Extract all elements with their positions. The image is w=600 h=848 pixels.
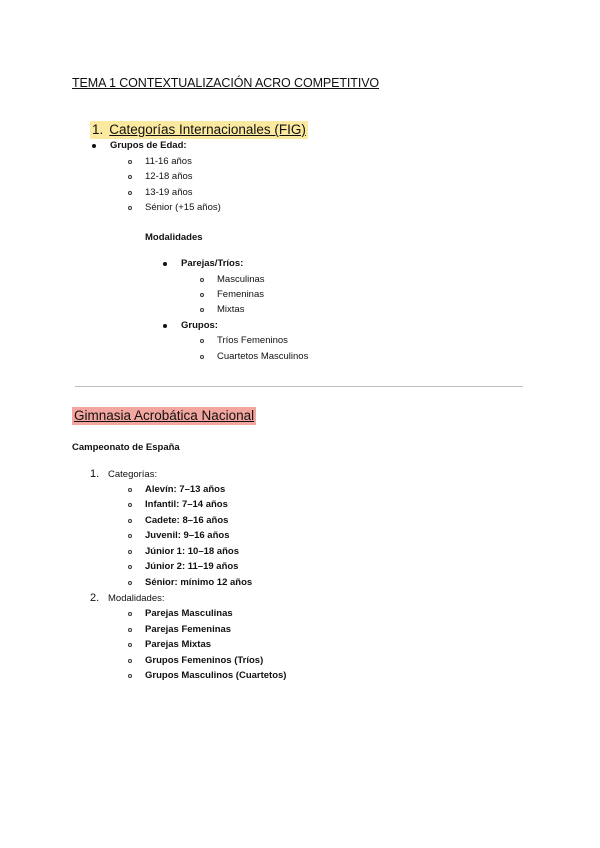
list-item [200,274,265,285]
list-item [200,289,264,300]
groups-item [163,320,218,331]
modality-text: Grupos Femeninos (Tríos) [145,655,264,666]
bullet-circle-icon [128,674,132,678]
section1-heading-text: Categorías Internacionales (FIG) [109,122,306,137]
bullet-circle-icon [128,581,132,585]
list-item [128,546,239,557]
modality-text: Parejas Femeninas [145,624,232,635]
list-item [128,171,193,182]
bullet-disc-icon [92,144,96,148]
modality-text: Grupos Masculinos (Cuartetos) [145,670,287,681]
categories-label: Categorías: [108,469,158,480]
bullet-circle-icon [128,565,132,569]
list-item [128,639,211,650]
group-type-text: Tríos Femeninos [217,335,288,346]
bullet-circle-icon [128,206,132,210]
section1-heading [90,121,308,139]
bullet-circle-icon [128,643,132,647]
categories-number: 1. [90,468,100,480]
bullet-disc-icon [163,324,167,328]
bullet-circle-icon [128,519,132,523]
category-text: Infantil: 7–14 años [145,499,228,510]
age-group-text: Sénior (+15 años) [145,202,221,213]
section2-subheading: Campeonato de España [72,442,180,453]
age-group-text: 11-16 años [145,156,192,167]
age-group-text: 13-19 años [145,187,193,198]
section1-number: 1. [92,122,104,137]
list-item [128,655,263,666]
list-item [128,624,231,635]
modalities-item [90,592,165,604]
age-group-text: 12-18 años [145,171,193,182]
bullet-circle-icon [200,278,204,282]
group-type-text: Cuartetos Masculinos [217,351,309,362]
list-item [128,608,233,619]
list-item [128,187,193,198]
pairs-label: Parejas/Tríos: [181,258,244,269]
document-title: TEMA 1 CONTEXTUALIZACIÓN ACRO COMPETITIVO [72,76,380,90]
list-item [128,484,225,495]
section2-heading: Gimnasia Acrobática Nacional [74,408,255,423]
bullet-circle-icon [128,612,132,616]
list-item [128,577,252,588]
list-item [128,202,221,213]
list-item [128,530,229,541]
modalities-number: 2. [90,592,100,604]
list-item [200,304,244,315]
category-text: Sénior: mínimo 12 años [145,577,253,588]
bullet-circle-icon [200,293,204,297]
list-item [200,335,288,346]
list-item [128,156,192,167]
bullet-circle-icon [128,550,132,554]
modalities-label: Modalidades [145,232,203,243]
list-item [128,515,228,526]
category-text: Júnior 2: 11–19 años [145,561,239,572]
age-groups-label: Grupos de Edad: [110,140,187,151]
pairs-item [163,258,243,269]
bullet-circle-icon [128,628,132,632]
category-text: Alevín: 7–13 años [145,484,226,495]
bullet-circle-icon [200,308,204,312]
age-groups-item [92,140,187,151]
categories-item [90,468,157,480]
list-item [128,561,238,572]
bullet-circle-icon [128,503,132,507]
bullet-circle-icon [128,191,132,195]
bullet-circle-icon [128,488,132,492]
bullet-circle-icon [200,339,204,343]
bullet-circle-icon [128,160,132,164]
category-text: Juvenil: 9–16 años [145,530,230,541]
list-item [128,670,286,681]
pair-type-text: Mixtas [217,304,245,315]
bullet-circle-icon [128,534,132,538]
modality-text: Parejas Masculinas [145,608,233,619]
bullet-circle-icon [128,659,132,663]
category-text: Cadete: 8–16 años [145,515,229,526]
modality-text: Parejas Mixtas [145,639,212,650]
pair-type-text: Masculinas [217,274,265,285]
list-item [128,499,228,510]
bullet-disc-icon [163,262,167,266]
horizontal-divider [75,386,523,387]
groups-label: Grupos: [181,320,218,331]
list-item [200,351,308,362]
modalities-label-2: Modalidades: [108,593,165,604]
bullet-circle-icon [200,355,204,359]
pair-type-text: Femeninas [217,289,264,300]
category-text: Júnior 1: 10–18 años [145,546,239,557]
bullet-circle-icon [128,175,132,179]
